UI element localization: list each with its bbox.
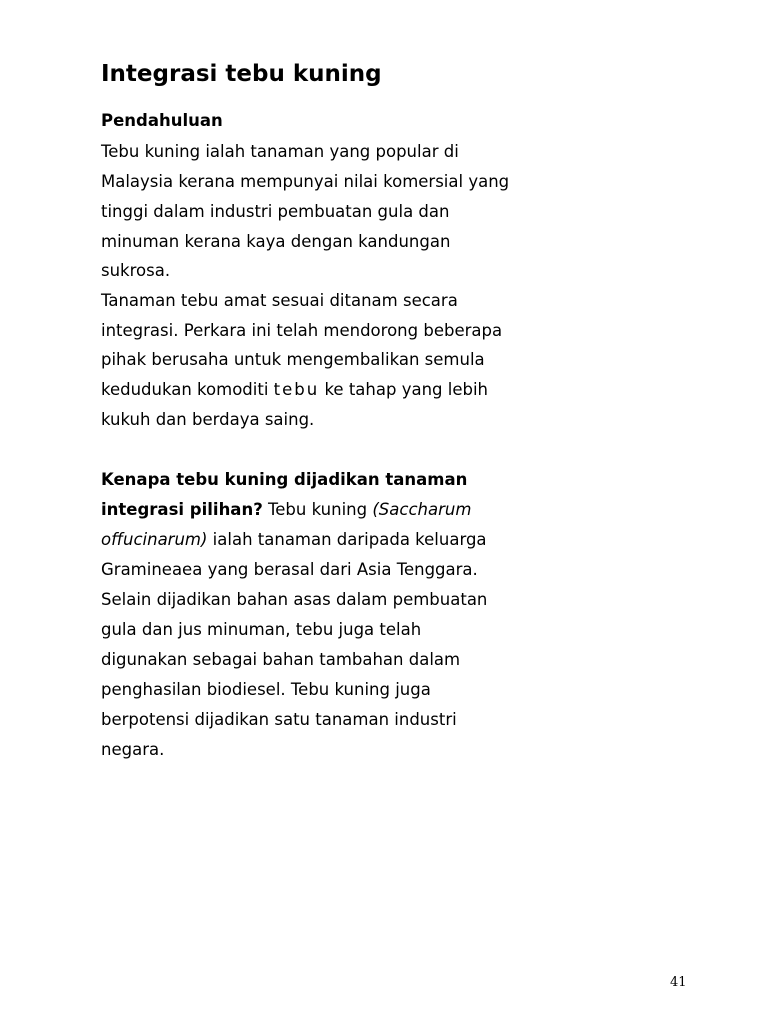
- paragraph-line: [101, 498, 471, 522]
- paragraph-line: tinggi dalam industri pembuatan gula dan: [101, 202, 450, 221]
- page-number: 41: [670, 975, 687, 990]
- paragraph-line: Selain dijadikan bahan asas dalam pembuatan: [101, 590, 488, 609]
- question-heading-end: integrasi pilihan?: [101, 500, 263, 519]
- paragraph-line: penghasilan biodiesel. Tebu kuning juga: [101, 680, 431, 699]
- paragraph-line: integrasi. Perkara ini telah mendorong beberapa: [101, 321, 503, 340]
- text-run: ke tahap yang lebih: [319, 380, 488, 399]
- text-run: ialah tanaman daripada keluarga: [207, 530, 487, 549]
- text-run: kedudukan komoditi: [101, 380, 274, 399]
- paragraph-line: digunakan sebagai bahan tambahan dalam: [101, 650, 461, 669]
- paragraph-line: negara.: [101, 740, 165, 759]
- paragraph-line: kukuh dan berdaya saing.: [101, 410, 315, 429]
- paragraph-line: Tanaman tebu amat sesuai ditanam secara: [101, 291, 458, 310]
- page-title: Integrasi tebu kuning: [101, 61, 382, 87]
- paragraph-line: sukrosa.: [101, 261, 171, 280]
- paragraph-line: Malaysia kerana mempunyai nilai komersial yang: [101, 172, 510, 191]
- species-name: (Saccharum: [372, 500, 472, 519]
- paragraph-line: [101, 528, 487, 552]
- paragraph-line: gula dan jus minuman, tebu juga telah: [101, 620, 422, 639]
- paragraph-line: berpotensi dijadikan satu tanaman industri: [101, 710, 457, 729]
- emphasized-word: tebu: [273, 380, 320, 399]
- paragraph-line: pihak berusaha untuk mengembalikan semula: [101, 350, 485, 369]
- text-run: Tebu kuning: [262, 500, 373, 519]
- paragraph-line: minuman kerana kaya dengan kandungan: [101, 232, 451, 251]
- paragraph-line: [101, 378, 488, 402]
- species-name: offucinarum): [101, 530, 208, 549]
- section-heading: Pendahuluan: [101, 111, 223, 130]
- question-heading: Kenapa tebu kuning dijadikan tanaman: [101, 470, 468, 489]
- paragraph-line: Tebu kuning ialah tanaman yang popular di: [101, 142, 459, 161]
- paragraph-line: Gramineaea yang berasal dari Asia Tenggara.: [101, 560, 478, 579]
